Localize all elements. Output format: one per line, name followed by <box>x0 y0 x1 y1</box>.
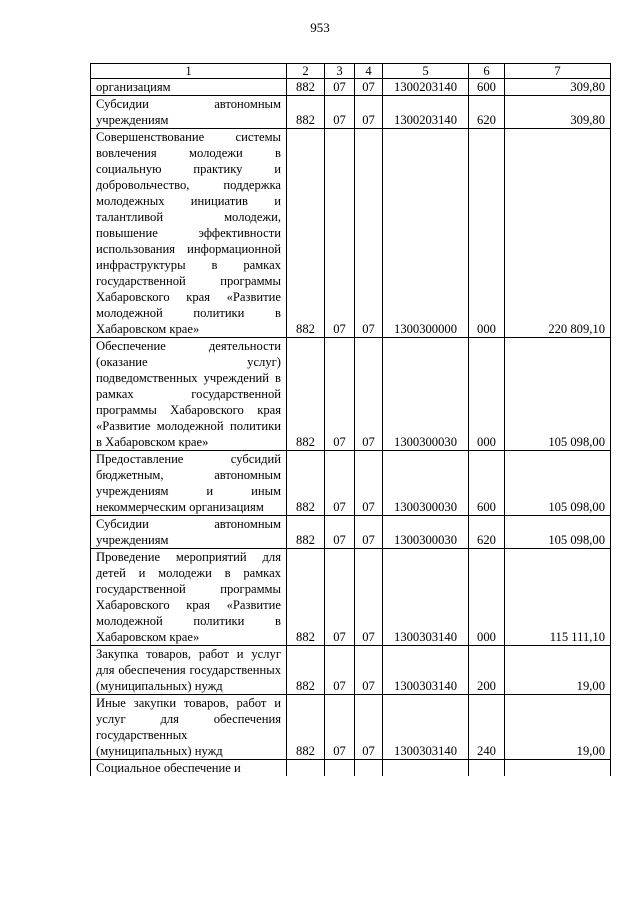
table-row <box>91 516 611 549</box>
cell-amount: 105 098,00 <box>505 338 611 451</box>
cell-subsection <box>355 760 383 777</box>
cell-subsection: 07 <box>355 129 383 338</box>
cell-amount: 105 098,00 <box>505 516 611 549</box>
row-name: Обеспечение деятельности (оказание услуг) подведомственных учреждений в рамках государственной программы Хабаровского края «Развитие молодежной политики в Хабаровском крае» <box>91 338 287 451</box>
row-name: Совершенствование системы вовлечения молодежи в социальную практику и добровольчество, поддержка молодежных инициатив и талантливой молодежи, повышение эффективности использования информационной инфраструктуры в рамках государственной программы Хабаровского края «Развитие молодежной политики в Хабаровском крае» <box>91 129 287 338</box>
cell-section <box>325 760 355 777</box>
cell-amount: 19,00 <box>505 695 611 760</box>
cell-section: 07 <box>325 516 355 549</box>
cell-ministry: 882 <box>287 695 325 760</box>
column-header: 6 <box>469 64 505 79</box>
table-row <box>91 646 611 695</box>
cell-ministry: 882 <box>287 516 325 549</box>
budget-table <box>90 63 611 776</box>
cell-target-article: 1300203140 <box>383 96 469 129</box>
cell-subsection: 07 <box>355 646 383 695</box>
cell-subsection: 07 <box>355 516 383 549</box>
cell-subsection: 07 <box>355 451 383 516</box>
row-name: Предоставление субсидий бюджетным, автономным учреждениям и иным некоммерческим организациям <box>91 451 287 516</box>
table-header-row <box>91 64 611 79</box>
cell-section: 07 <box>325 451 355 516</box>
cell-expense-type: 600 <box>469 79 505 96</box>
page-number: 953 <box>310 20 330 35</box>
cell-ministry: 882 <box>287 129 325 338</box>
table-row <box>91 760 611 777</box>
cell-amount: 309,80 <box>505 96 611 129</box>
cell-ministry: 882 <box>287 549 325 646</box>
cell-expense-type: 200 <box>469 646 505 695</box>
cell-expense-type: 240 <box>469 695 505 760</box>
table-row <box>91 129 611 338</box>
row-name: Проведение мероприятий для детей и молодежи в рамках государственной программы Хабаровского края «Развитие молодежной политики в Хабаровском крае» <box>91 549 287 646</box>
cell-ministry: 882 <box>287 96 325 129</box>
table-row <box>91 451 611 516</box>
cell-amount: 115 111,10 <box>505 549 611 646</box>
row-name: Закупка товаров, работ и услуг для обеспечения государственных (муниципальных) нужд <box>91 646 287 695</box>
column-header: 7 <box>505 64 611 79</box>
cell-section: 07 <box>325 338 355 451</box>
table-row <box>91 79 611 96</box>
cell-amount: 19,00 <box>505 646 611 695</box>
cell-amount: 309,80 <box>505 79 611 96</box>
cell-target-article: 1300203140 <box>383 79 469 96</box>
cell-expense-type: 620 <box>469 516 505 549</box>
cell-ministry <box>287 760 325 777</box>
column-header: 3 <box>325 64 355 79</box>
cell-section: 07 <box>325 646 355 695</box>
cell-expense-type <box>469 760 505 777</box>
table-row <box>91 695 611 760</box>
row-name: Субсидии автономным учреждениям <box>91 516 287 549</box>
cell-section: 07 <box>325 96 355 129</box>
column-header: 1 <box>91 64 287 79</box>
cell-ministry: 882 <box>287 79 325 96</box>
cell-subsection: 07 <box>355 695 383 760</box>
cell-subsection: 07 <box>355 96 383 129</box>
cell-target-article: 1300300000 <box>383 129 469 338</box>
cell-expense-type: 600 <box>469 451 505 516</box>
row-name: Иные закупки товаров, работ и услуг для обеспечения государственных (муниципальных) нужд <box>91 695 287 760</box>
table-row <box>91 549 611 646</box>
cell-target-article: 1300303140 <box>383 549 469 646</box>
cell-section: 07 <box>325 129 355 338</box>
cell-target-article: 1300303140 <box>383 695 469 760</box>
table-row <box>91 338 611 451</box>
cell-ministry: 882 <box>287 451 325 516</box>
cell-ministry: 882 <box>287 646 325 695</box>
cell-section: 07 <box>325 79 355 96</box>
row-name: Социальное обеспечение и <box>91 760 287 777</box>
row-name: Субсидии автономным учреждениям <box>91 96 287 129</box>
cell-section: 07 <box>325 695 355 760</box>
column-header: 4 <box>355 64 383 79</box>
row-name: организациям <box>91 79 287 96</box>
cell-target-article: 1300300030 <box>383 338 469 451</box>
cell-target-article: 1300300030 <box>383 451 469 516</box>
cell-amount <box>505 760 611 777</box>
cell-amount: 220 809,10 <box>505 129 611 338</box>
cell-amount: 105 098,00 <box>505 451 611 516</box>
cell-expense-type: 000 <box>469 129 505 338</box>
cell-section: 07 <box>325 549 355 646</box>
cell-expense-type: 620 <box>469 96 505 129</box>
column-header: 5 <box>383 64 469 79</box>
column-header: 2 <box>287 64 325 79</box>
cell-target-article: 1300303140 <box>383 646 469 695</box>
cell-target-article <box>383 760 469 777</box>
cell-target-article: 1300300030 <box>383 516 469 549</box>
cell-ministry: 882 <box>287 338 325 451</box>
cell-subsection: 07 <box>355 338 383 451</box>
cell-expense-type: 000 <box>469 549 505 646</box>
cell-subsection: 07 <box>355 549 383 646</box>
cell-subsection: 07 <box>355 79 383 96</box>
cell-expense-type: 000 <box>469 338 505 451</box>
table-row <box>91 96 611 129</box>
